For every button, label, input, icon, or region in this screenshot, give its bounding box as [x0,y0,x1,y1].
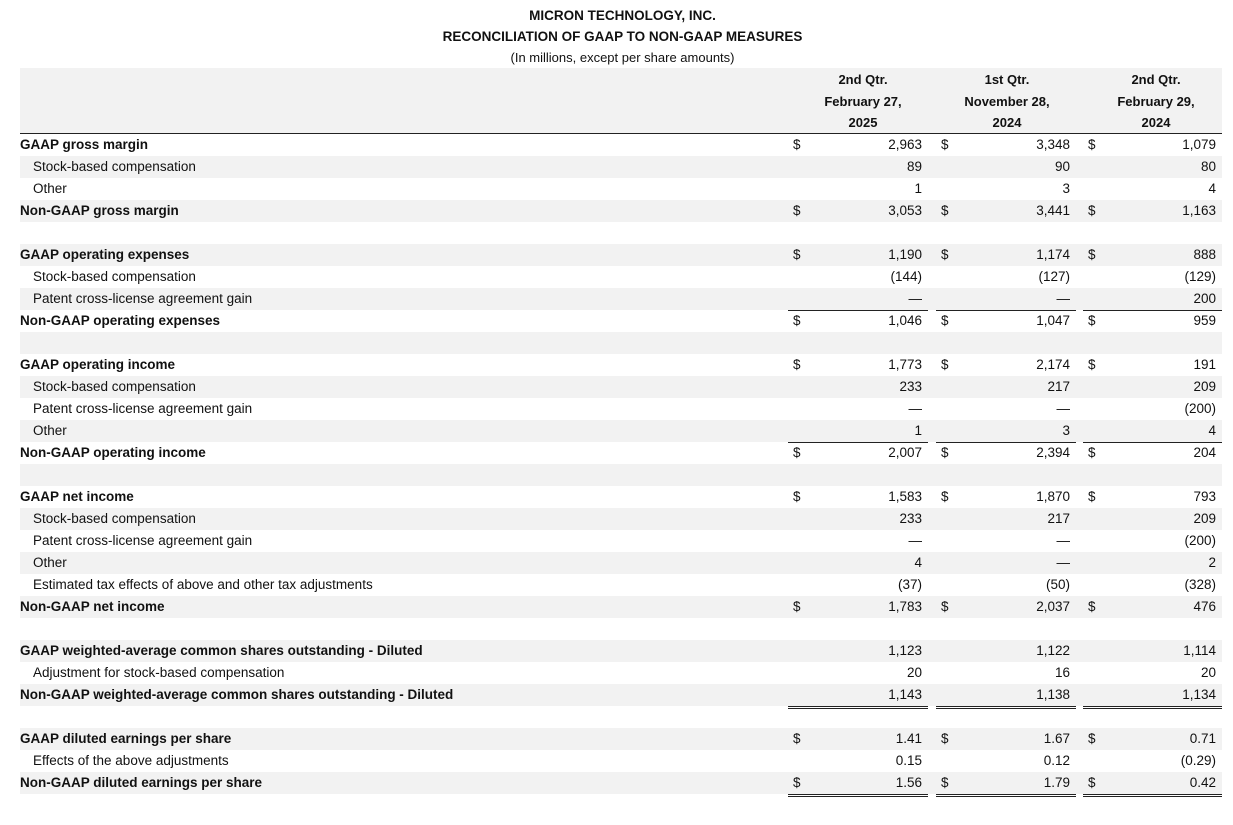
value-cell [1083,728,1222,750]
currency-symbol: $ [1088,247,1096,262]
value-cell [936,134,1076,156]
cell-value: 3 [1062,181,1070,196]
value-cell [936,684,1076,709]
cell-value: 0.71 [1189,731,1216,746]
value-cell [936,772,1076,797]
row-label: Stock-based compensation [33,269,196,284]
value-cell [1083,662,1222,685]
value-cell [788,574,928,597]
cell-value: 233 [899,511,922,526]
value-cell [788,442,928,464]
value-cell [788,420,928,443]
row-label: Non-GAAP operating expenses [20,313,221,328]
value-cell [936,442,1076,464]
row-label: Other [33,555,67,570]
value-cell [1083,640,1222,662]
value-cell [936,310,1076,332]
cell-value: 3,441 [1036,203,1070,218]
row-label: Stock-based compensation [33,379,196,394]
table-row [20,420,1222,442]
row-label: Patent cross-license agreement gain [33,291,253,306]
cell-value: 2,037 [1036,599,1070,614]
column-period: 2nd Qtr. [838,72,888,87]
cell-value: — [908,533,922,548]
currency-symbol: $ [1088,489,1096,504]
table-row [20,552,1222,574]
value-cell [936,178,1076,201]
cell-value: 1,583 [888,489,922,504]
currency-symbol: $ [1088,445,1096,460]
value-cell [788,354,928,376]
cell-value: (0.29) [1180,753,1216,768]
value-cell [936,376,1076,398]
value-cell [936,508,1076,530]
currency-symbol: $ [941,445,949,460]
cell-value: — [908,291,922,306]
value-cell [788,288,928,311]
cell-value: — [908,401,922,416]
value-cell [936,288,1076,311]
cell-value: (144) [890,269,922,284]
value-cell [1083,134,1222,156]
value-cell [936,750,1076,773]
row-label: Patent cross-license agreement gain [33,533,253,548]
cell-value: 20 [906,665,922,680]
currency-symbol: $ [793,247,801,262]
value-cell [1083,266,1222,288]
currency-symbol: $ [793,313,801,328]
cell-value: (37) [897,577,922,592]
row-label: Effects of the above adjustments [33,753,229,768]
row-label: Non-GAAP diluted earnings per share [20,775,263,790]
report-title: RECONCILIATION OF GAAP TO NON-GAAP MEASURES [442,29,803,44]
currency-symbol: $ [1088,203,1096,218]
value-cell [936,486,1076,508]
table-row [20,156,1222,178]
cell-value: 191 [1193,357,1216,372]
currency-symbol: $ [793,489,801,504]
cell-value: 89 [906,159,922,174]
currency-symbol: $ [1088,775,1096,790]
currency-symbol: $ [1088,599,1096,614]
value-cell [936,200,1076,222]
row-label: GAAP operating income [20,357,176,372]
cell-value: 3,053 [888,203,922,218]
table-body [20,134,1222,794]
value-cell [1083,508,1222,530]
value-cell [1083,574,1222,597]
table-row [20,596,1222,618]
value-cell [788,178,928,201]
table-row [20,772,1222,794]
column-header-row [20,68,1222,134]
column-header-q2-fy25 [788,69,938,134]
cell-value: (328) [1184,577,1216,592]
section-spacer [20,464,1222,486]
cell-value: — [1056,401,1070,416]
value-cell [1083,178,1222,201]
table-row [20,354,1222,376]
cell-value: 200 [1193,291,1216,306]
value-cell [936,728,1076,750]
cell-value: 4 [914,555,922,570]
table-row [20,684,1222,706]
cell-value: 888 [1193,247,1216,262]
value-cell [788,244,928,266]
currency-symbol: $ [1088,357,1096,372]
table-row [20,376,1222,398]
value-cell [1083,310,1222,332]
section-spacer [20,222,1222,244]
value-cell [1083,684,1222,709]
value-cell [788,640,928,662]
value-cell [936,530,1076,552]
value-cell [788,728,928,750]
cell-value: 217 [1047,511,1070,526]
row-label: Other [33,423,67,438]
value-cell [1083,552,1222,574]
row-label: GAAP net income [20,489,134,504]
company-name: MICRON TECHNOLOGY, INC. [529,8,716,23]
value-cell [936,596,1076,618]
table-row [20,398,1222,420]
value-cell [1083,486,1222,508]
row-label: Other [33,181,67,196]
cell-value: 1,163 [1182,203,1216,218]
section-spacer [20,706,1222,728]
value-cell [1083,420,1222,443]
currency-symbol: $ [1088,137,1096,152]
value-cell [936,552,1076,574]
cell-value: — [1056,533,1070,548]
value-cell [936,640,1076,662]
cell-value: 16 [1054,665,1070,680]
column-date: November 28, [964,93,1050,109]
row-label: Non-GAAP weighted-average common shares outstanding - Diluted [20,687,454,702]
cell-value: 1,122 [1036,643,1070,658]
cell-value: 1.67 [1043,731,1070,746]
cell-value: 1.79 [1043,775,1070,790]
cell-value: 1,046 [888,313,922,328]
currency-symbol: $ [941,599,949,614]
cell-value: 959 [1193,313,1216,328]
value-cell [936,156,1076,178]
row-label: Stock-based compensation [33,511,196,526]
column-year: 2024 [1141,115,1171,130]
currency-symbol: $ [793,203,801,218]
table-row [20,288,1222,310]
cell-value: 1,134 [1182,687,1216,702]
table-row [20,178,1222,200]
currency-symbol: $ [793,445,801,460]
currency-symbol: $ [941,731,949,746]
value-cell [1083,750,1222,773]
value-cell [936,354,1076,376]
column-date: February 29, [1117,93,1195,109]
cell-value: 1,114 [1183,643,1216,658]
column-period: 1st Qtr. [984,72,1030,87]
cell-value: (200) [1184,401,1216,416]
cell-value: 1 [914,181,922,196]
cell-value: 209 [1193,511,1216,526]
cell-value: 1,783 [888,599,922,614]
row-label: Non-GAAP net income [20,599,165,614]
value-cell [788,376,928,398]
row-label: Adjustment for stock-based compensation [33,665,285,680]
row-label: GAAP weighted-average common shares outstanding - Diluted [20,643,423,658]
table-row [20,244,1222,266]
row-label: Stock-based compensation [33,159,196,174]
cell-value: 0.15 [895,753,922,768]
value-cell [1083,244,1222,266]
currency-symbol: $ [793,731,801,746]
cell-value: 2,963 [888,137,922,152]
column-date: February 27, [824,93,902,109]
value-cell [936,420,1076,443]
currency-symbol: $ [941,775,949,790]
table-row [20,640,1222,662]
currency-symbol: $ [793,599,801,614]
table-row [20,530,1222,552]
value-cell [788,772,928,797]
cell-value: 1,138 [1036,687,1070,702]
currency-symbol: $ [1088,313,1096,328]
cell-value: 209 [1193,379,1216,394]
cell-value: 2,174 [1036,357,1070,372]
row-label: Estimated tax effects of above and other tax adjustments [33,577,373,592]
cell-value: 1,773 [888,357,922,372]
cell-value: 0.42 [1189,775,1216,790]
section-spacer [20,332,1222,354]
table-row [20,442,1222,464]
cell-value: — [1056,291,1070,306]
table-row [20,200,1222,222]
currency-symbol: $ [793,775,801,790]
cell-value: 2,007 [888,445,922,460]
value-cell [788,750,928,773]
cell-value: 793 [1193,489,1216,504]
cell-value: 2,394 [1036,445,1070,460]
value-cell [1083,156,1222,178]
row-label: GAAP diluted earnings per share [20,731,232,746]
cell-value: 4 [1208,423,1216,438]
cell-value: 3,348 [1036,137,1070,152]
value-cell [788,508,928,530]
row-label: GAAP gross margin [20,137,149,152]
cell-value: 1.56 [895,775,922,790]
currency-symbol: $ [941,489,949,504]
currency-symbol: $ [793,357,801,372]
column-header-q2-fy24 [1081,69,1231,134]
cell-value: 1,079 [1182,137,1216,152]
report-subtitle: (In millions, except per share amounts) [510,50,735,65]
cell-value: 20 [1200,665,1216,680]
cell-value: 476 [1193,599,1216,614]
cell-value: 2 [1208,555,1216,570]
cell-value: 80 [1200,159,1216,174]
currency-symbol: $ [1088,731,1096,746]
cell-value: (129) [1184,269,1216,284]
value-cell [788,552,928,574]
value-cell [1083,200,1222,222]
table-row [20,310,1222,332]
currency-symbol: $ [941,313,949,328]
value-cell [788,596,928,618]
value-cell [788,684,928,709]
value-cell [1083,442,1222,464]
value-cell [1083,398,1222,420]
currency-symbol: $ [793,137,801,152]
row-label: Non-GAAP operating income [20,445,206,460]
value-cell [788,662,928,685]
table-row [20,750,1222,772]
value-cell [788,200,928,222]
cell-value: 1,174 [1036,247,1070,262]
value-cell [1083,354,1222,376]
value-cell [936,574,1076,597]
value-cell [1083,530,1222,552]
column-year: 2025 [848,115,878,130]
cell-value: 1.41 [895,731,922,746]
value-cell [788,134,928,156]
cell-value: 1,123 [888,643,922,658]
value-cell [1083,376,1222,398]
table-row [20,728,1222,750]
value-cell [788,398,928,420]
table-row [20,266,1222,288]
value-cell [936,398,1076,420]
cell-value: 1,190 [888,247,922,262]
cell-value: 233 [899,379,922,394]
value-cell [788,530,928,552]
cell-value: (50) [1045,577,1070,592]
cell-value: (127) [1038,269,1070,284]
value-cell [936,244,1076,266]
column-period: 2nd Qtr. [1131,72,1181,87]
cell-value: 1 [914,423,922,438]
value-cell [1083,288,1222,311]
value-cell [936,662,1076,685]
value-cell [788,310,928,332]
currency-symbol: $ [941,137,949,152]
table-row [20,134,1222,156]
value-cell [788,486,928,508]
value-cell [788,266,928,288]
table-row [20,508,1222,530]
cell-value: 1,143 [888,687,922,702]
row-label: Patent cross-license agreement gain [33,401,253,416]
cell-value: (200) [1184,533,1216,548]
cell-value: 0.12 [1043,753,1070,768]
value-cell [936,266,1076,288]
currency-symbol: $ [941,203,949,218]
column-header-q1-fy25 [932,69,1082,134]
table-row [20,662,1222,684]
currency-symbol: $ [941,357,949,372]
cell-value: 4 [1208,181,1216,196]
column-year: 2024 [992,115,1022,130]
cell-value: 3 [1062,423,1070,438]
value-cell [1083,772,1222,797]
table-row [20,574,1222,596]
cell-value: 217 [1047,379,1070,394]
value-cell [788,156,928,178]
currency-symbol: $ [941,247,949,262]
row-label: Non-GAAP gross margin [20,203,179,218]
table-row [20,486,1222,508]
section-spacer [20,618,1222,640]
cell-value: 1,870 [1036,489,1070,504]
cell-value: — [1056,555,1070,570]
cell-value: 204 [1193,445,1216,460]
cell-value: 90 [1054,159,1070,174]
row-label: GAAP operating expenses [20,247,190,262]
cell-value: 1,047 [1036,313,1070,328]
value-cell [1083,596,1222,618]
reconciliation-table [20,68,1222,794]
